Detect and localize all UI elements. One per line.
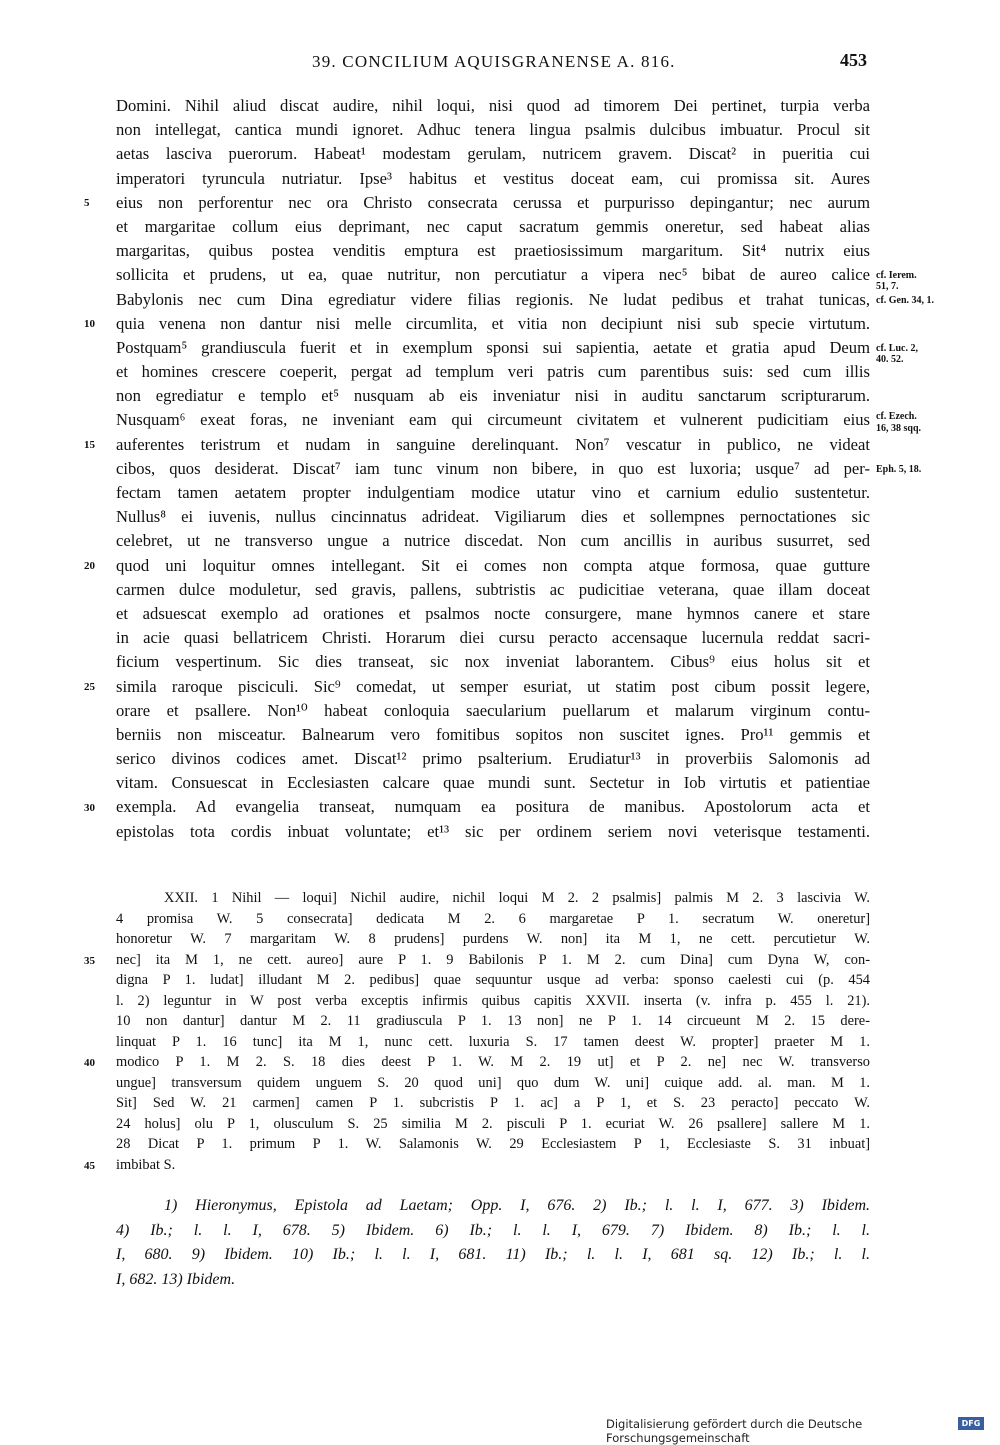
text-line: berniis non misceatur. Balnearum vero fomitibus sopitos non suscitet ignes. Pro¹¹ gemmis et — [116, 724, 870, 744]
apparatus-line: XXII. 1 Nihil — loqui] Nichil audire, nichil loqui M 2. 2 psalmis] palmis M 2. 3 lascivia W. — [164, 890, 870, 906]
page-header — [0, 48, 1000, 78]
text-line: non intellegat, cantica mundi ignoret. Adhuc tenera lingua psalmis dulcibus imbuatur. Procul sit — [116, 120, 870, 140]
text-line: Domini. Nihil aliud discat audire, nihil loqui, nisi quod ad timorem Dei pertinet, turpia verba — [116, 96, 870, 115]
text-line: imperatori tyruncula nutriatur. Ipse³ habitus et vestitus doceat eam, cui promissa sit. Aures — [116, 168, 870, 188]
scripture-reference: Eph. 5, 18. — [876, 464, 922, 475]
line-number: 10 — [84, 317, 95, 330]
text-line: serico divinos codices amet. Discat¹² primo psalterium. Erudiatur¹³ in proverbiis Salomonis ad — [116, 749, 870, 769]
apparatus-line: modico P 1. M 2. S. 18 dies deest P 1. W. M 2. 19 ut] et P 2. ne] nec W. transverso — [116, 1054, 870, 1070]
footnote-line: 4) Ib.; l. l. I, 678. 5) Ibidem. 6) Ib.; l. l. I, 679. 7) Ibidem. 8) Ib.; l. l. — [116, 1221, 870, 1239]
apparatus-line: 28 Dicat P 1. primum P 1. W. Salamonis W. 29 Ecclesiastem P 1, Ecclesiaste S. 31 inbuat] — [116, 1136, 870, 1152]
text-line: celebret, ut ne transverso ungue a nutrice discedat. Non cum ancillis in auribus susurret, sed — [116, 531, 870, 551]
footnote-line: 1) Hieronymus, Epistola ad Laetam; Opp. I, 676. 2) Ib.; l. l. I, 677. 3) Ibidem. — [164, 1197, 870, 1214]
scripture-reference: 16, 38 sqq. — [876, 422, 922, 434]
text-line: simila raroque pisciculi. Sic⁹ comedat, ut semper esuriat, ut statim post cibum possit legere, — [116, 676, 870, 696]
scripture-reference: cf. Luc. 2, — [876, 343, 918, 354]
line-number: 25 — [84, 680, 95, 693]
text-line: Babylonis nec cum Dina egrediatur videre filias regionis. Ne ludat pedibus et trahat tunicas, — [116, 289, 870, 309]
text-line: aetas lasciva puerorum. Habeat¹ modestam gerulam, nutricem gravem. Discat² in pueritia cui — [116, 144, 870, 164]
text-line: fectam tamen aetatem propter indulgentiam modice utatur vino et carnium edulio sustentetur. — [116, 483, 870, 502]
text-line: et homines crescere coeperit, pergat ad templum veri patris cum parentibus suis: sed cum illis — [116, 362, 870, 382]
apparatus-line: l. 2) leguntur in W post verba exceptis infirmis quibus capitis XXVII. inserta (v. infra p. 455 l. 21). — [116, 992, 870, 1009]
page-number: 453 — [840, 50, 867, 70]
apparatus-line: linquat P 1. 16 tunc] ita M 1, nunc cett. luxuria S. 17 tamen deest W. propter] praeter M 1. — [116, 1033, 870, 1050]
line-number: 35 — [84, 954, 95, 967]
text-line: et margaritae collum eius deprimant, nec caput sacratum gemmis oneretur, sed habeat alias — [116, 216, 870, 236]
main-text — [116, 94, 870, 844]
text-line: eius non perforentur nec ora Christo consecrata cerussa et purpurisso depingantur; nec aurum — [116, 192, 870, 212]
text-line: vitam. Consuescat in Ecclesiasten calcare quae mundi sunt. Sectetur in Iob virtutis et patientiae — [116, 773, 870, 793]
text-line: exempla. Ad evangelia transeat, numquam ea positura de manibus. Apostolorum acta et — [116, 797, 870, 817]
line-number: 40 — [84, 1057, 95, 1069]
text-line: carmen dulce moduletur, sed gravis, pallens, subtristis ac pudicitiae veterana, quae illam doceat — [116, 579, 870, 599]
text-line: Nullus⁸ ei iuvenis, nullus cincinnatus adrideat. Vigiliarum dies et sollempnes pernoctationes sic — [116, 507, 870, 527]
critical-apparatus — [116, 888, 870, 1175]
text-line: quia venena non dantur nisi melle circumlita, et vitia non decipiunt nisi sub specie virtutum. — [116, 313, 870, 333]
text-line: et adsuescat exemplo ad orationes et psalmos nocte consurgere, mane hymnos canere et stare — [116, 603, 870, 623]
apparatus-line: honoretur W. 7 margaritam W. 8 prudens] purdens W. non] ita M 1, ne cett. percutietur W. — [116, 931, 870, 947]
line-number: 45 — [84, 1159, 95, 1172]
text-line: Postquam⁵ grandiuscula fuerit et in exemplum sponsi sui sapientia, aetate et gratia apud Deum — [116, 337, 870, 357]
apparatus-line: 10 non dantur] dantur M 2. 11 gradiuscula P 1. 13 non] ne P 1. 14 circueunt M 2. 15 dere- — [116, 1013, 870, 1029]
text-line: margaritas, quibus postea venditis emptura est praetiosissimum margaritum. Sit⁴ nutrix eius — [116, 241, 870, 261]
scripture-reference: 40. 52. — [876, 353, 904, 365]
source-footnotes — [116, 1194, 870, 1292]
line-number: 5 — [84, 196, 90, 209]
footnote-line: I, 680. 9) Ibidem. 10) Ib.; l. l. I, 681. 11) Ib.; l. l. I, 681 sq. 12) Ib.; l. l. — [116, 1246, 870, 1264]
line-number: 30 — [84, 801, 95, 814]
dfg-logo: DFG — [958, 1417, 984, 1430]
text-line: in acie quasi bellatricem Christi. Horarum diei cursu peracto accensaque lucernula reddat sacri- — [116, 628, 870, 648]
text-line: non egrediatur e templo et⁵ nusquam ab eis inveniatur nisi in auditu sanctarum scripturarum. — [116, 386, 870, 406]
text-line: quod uni loquitur omnes intellegant. Sit ei comes non compta atque formosa, quae gutture — [116, 555, 870, 575]
apparatus-line: Sit] Sed W. 21 carmen] camen P 1. subcristis P 1. ac] a P 1, et S. 23 peracto] peccato W. — [116, 1095, 870, 1111]
apparatus-line: nec] ita M 1, ne cett. aureo] aure P 1. 9 Babilonis P 1. M 2. cum Dina] cum Dyna W, con- — [116, 951, 870, 968]
scripture-reference: 51, 7. — [876, 281, 899, 293]
apparatus-line: 24 holus] olu P 1, olusculum S. 25 similia M 2. pisculi P 1. ecuriat W. 26 psallere] sallere M 1. — [116, 1115, 870, 1132]
scripture-reference: cf. Gen. 34, 1. — [876, 294, 935, 306]
scripture-reference: cf. Ezech. — [876, 410, 917, 422]
text-line: epistolas tota cordis inbuat voluntate; et¹³ sic per ordinem seriem novi veterisque testamenti. — [116, 821, 870, 841]
text-line: Nusquam⁶ exeat foras, ne inveniant eam qui circumeunt civitatem et vulnerent pudicitiam eius — [116, 410, 870, 430]
line-number: 15 — [84, 438, 95, 451]
line-number: 20 — [84, 559, 95, 572]
text-line: orare et psallere. Non¹⁰ habeat conloquia saecularium puellarum et malarum virginum contu- — [116, 700, 870, 720]
text-line: cibos, quos desiderat. Discat⁷ iam tunc vinum non bibere, in quo est luxoria; usque⁷ ad per- — [116, 458, 870, 478]
funding-credit: Digitalisierung gefördert durch die Deutsche Forschungsgemeinschaft — [606, 1417, 863, 1445]
running-title: 39. CONCILIUM AQUISGRANENSE A. 816. — [312, 52, 676, 71]
apparatus-line: ungue] transversum quidem unguem S. 20 quod uni] quo dum W. uni] cuique add. al. man. M 1. — [116, 1074, 870, 1091]
apparatus-line: digna P 1. ludat] illudant M 2. pedibus] quae sequuntur usque ad verba: sponso caelesti cui (p. 454 — [116, 972, 870, 988]
text-line: sollicita et prudens, ut ea, quae nutritur, non percutiatur a vipera nec⁵ bibat de aureo calice — [116, 265, 870, 285]
text-line: ficium vespertinum. Sic dies transeat, sic nox inveniat laborantem. Cibus⁹ eius holus sit et — [116, 652, 870, 672]
apparatus-line: 4 promisa W. 5 consecrata] dedicata M 2. 6 margaretae P 1. secratum W. oneretur] — [116, 910, 870, 927]
scripture-reference: cf. Ierem. — [876, 270, 917, 282]
apparatus-line: imbibat S. — [116, 1156, 176, 1173]
text-line: auferentes teristrum et nudam in sanguine derelinquant. Non⁷ vescatur in publico, ne videat — [116, 434, 870, 454]
footnote-line: I, 682. 13) Ibidem. — [116, 1270, 236, 1288]
